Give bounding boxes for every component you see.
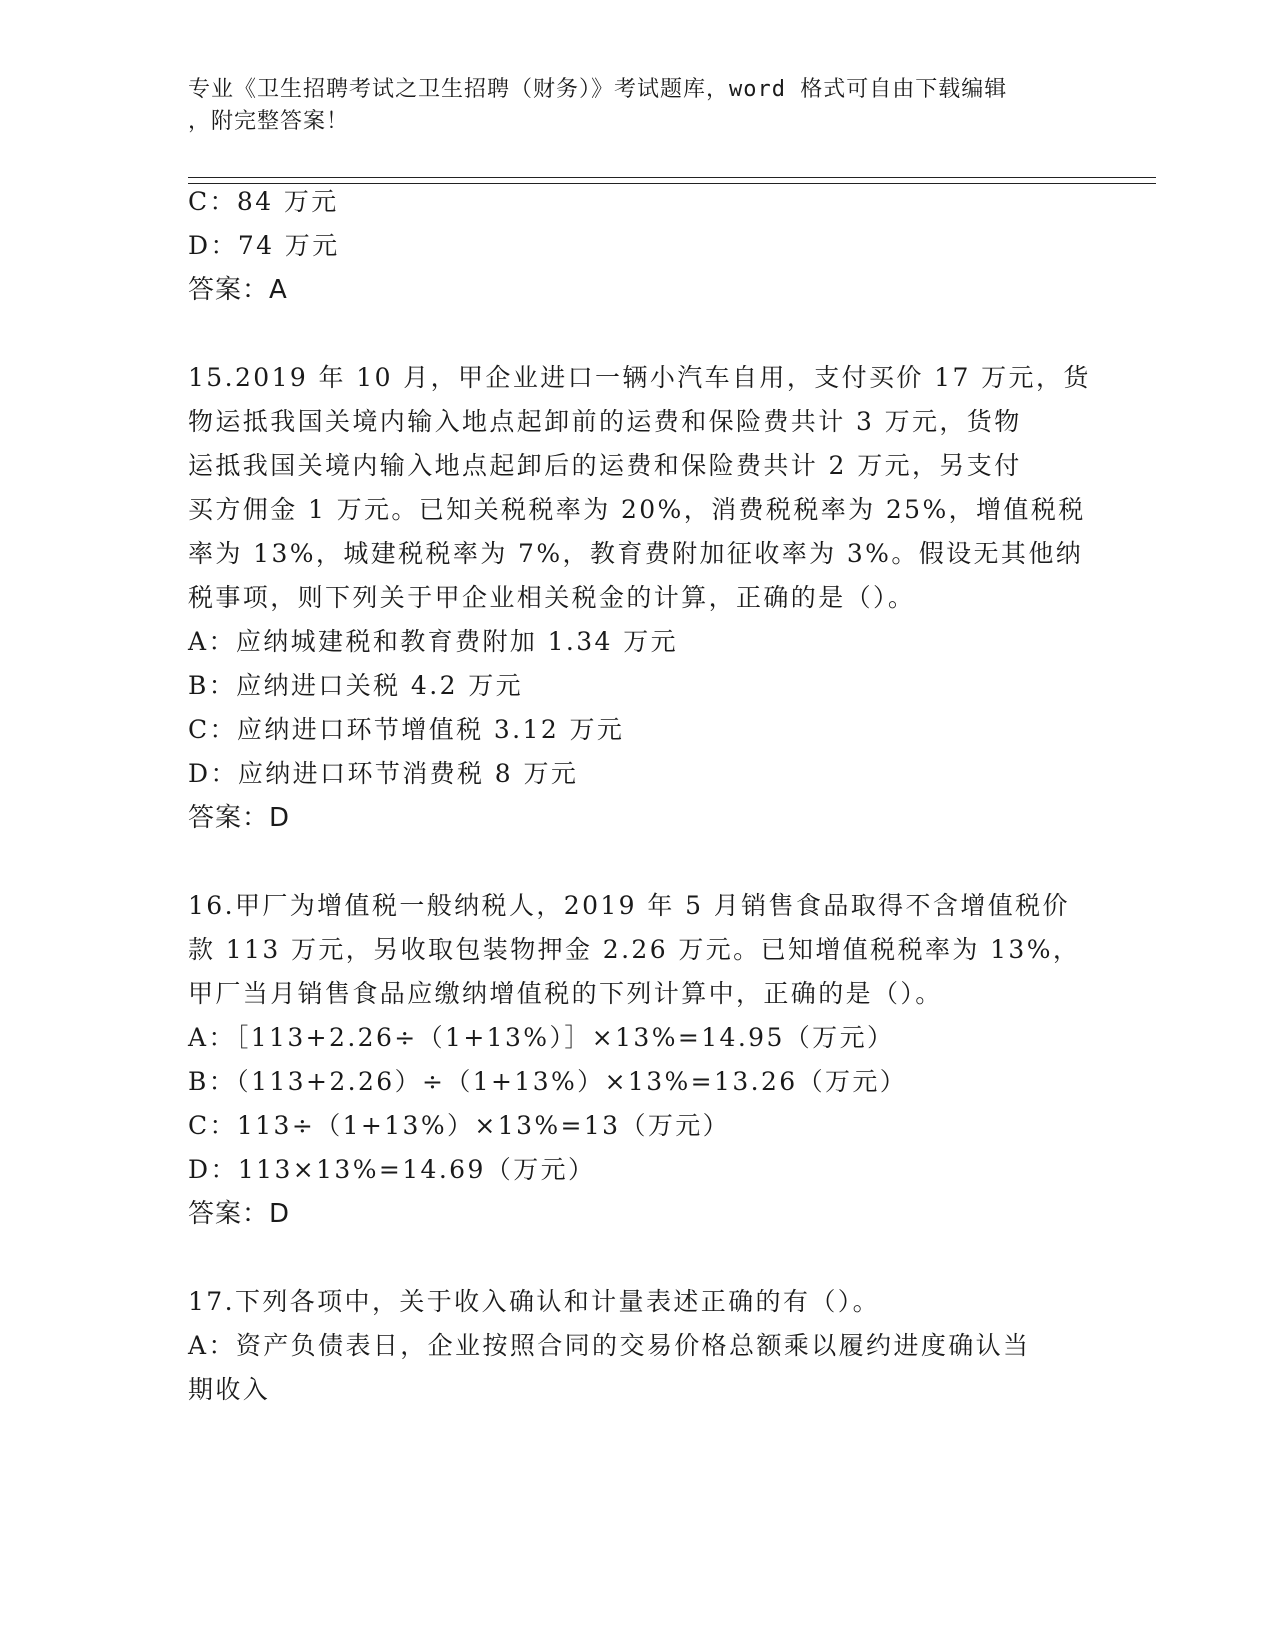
q15-text-line-6: 税事项，则下列关于甲企业相关税金的计算，正确的是（）。 bbox=[188, 583, 916, 612]
q15-text-line-2: 物运抵我国关境内输入地点起卸前的运费和保险费共计 3 万元，货物 bbox=[188, 407, 1022, 436]
q15-answer: 答案：D bbox=[188, 803, 291, 833]
header-line-1: 专业《卫生招聘考试之卫生招聘（财务）》考试题库，word 格式可自由下载编辑 bbox=[188, 77, 1008, 102]
q17-option-a-line-2: 期收入 bbox=[188, 1375, 271, 1404]
page-header bbox=[188, 74, 1088, 138]
q14-answer: 答案：A bbox=[188, 275, 288, 305]
q15-text-line-5: 率为 13%，城建税税率为 7%，教育费附加征收率为 3%。假设无其他纳 bbox=[188, 539, 1084, 568]
q15-text-line-3: 运抵我国关境内输入地点起卸后的运费和保险费共计 2 万元，另支付 bbox=[188, 451, 1022, 480]
q16-text-line-2: 款 113 万元，另收取包装物押金 2.26 万元。已知增值税税率为 13%， bbox=[188, 935, 1081, 964]
q16-option-c: C：113÷（1+13%）×13%=13（万元） bbox=[188, 1111, 731, 1140]
q15-option-a: A：应纳城建税和教育费附加 1.34 万元 bbox=[188, 627, 679, 656]
q15-text-line-4: 买方佣金 1 万元。已知关税税率为 20%，消费税税率为 25%，增值税税 bbox=[188, 495, 1086, 524]
q17-option-a-line-1: A：资产负债表日，企业按照合同的交易价格总额乘以履约进度确认当 bbox=[188, 1331, 1031, 1360]
q16-text-line-3: 甲厂当月销售食品应缴纳增值税的下列计算中，正确的是（）。 bbox=[188, 979, 943, 1008]
q14-option-d: D：74 万元 bbox=[188, 231, 340, 260]
q16-answer: 答案：D bbox=[188, 1199, 291, 1229]
q15-option-d: D：应纳进口环节消费税 8 万元 bbox=[188, 759, 579, 788]
q16-option-d: D：113×13%=14.69（万元） bbox=[188, 1155, 596, 1184]
q15-option-c: C：应纳进口环节增值税 3.12 万元 bbox=[188, 715, 625, 744]
q16-text-line-1: 16.甲厂为增值税一般纳税人，2019 年 5 月销售食品取得不含增值税价 bbox=[188, 891, 1070, 920]
header-line-2: ，附完整答案！ bbox=[188, 109, 350, 134]
header-divider-top bbox=[188, 177, 1156, 178]
q17-question: 17.下列各项中，关于收入确认和计量表述正确的有（）。 bbox=[188, 1287, 881, 1316]
header-divider-bottom bbox=[188, 183, 1156, 184]
q14-option-c: C：84 万元 bbox=[188, 187, 339, 216]
q16-option-a: A：［113+2.26÷（1+13%）］×13%=14.95（万元） bbox=[188, 1023, 895, 1052]
q16-option-b: B：（113+2.26）÷（1+13%）×13%=13.26（万元） bbox=[188, 1067, 908, 1096]
q15-text-line-1: 15.2019 年 10 月，甲企业进口一辆小汽车自用，支付买价 17 万元，货 bbox=[188, 363, 1091, 392]
q15-option-b: B：应纳进口关税 4.2 万元 bbox=[188, 671, 524, 700]
